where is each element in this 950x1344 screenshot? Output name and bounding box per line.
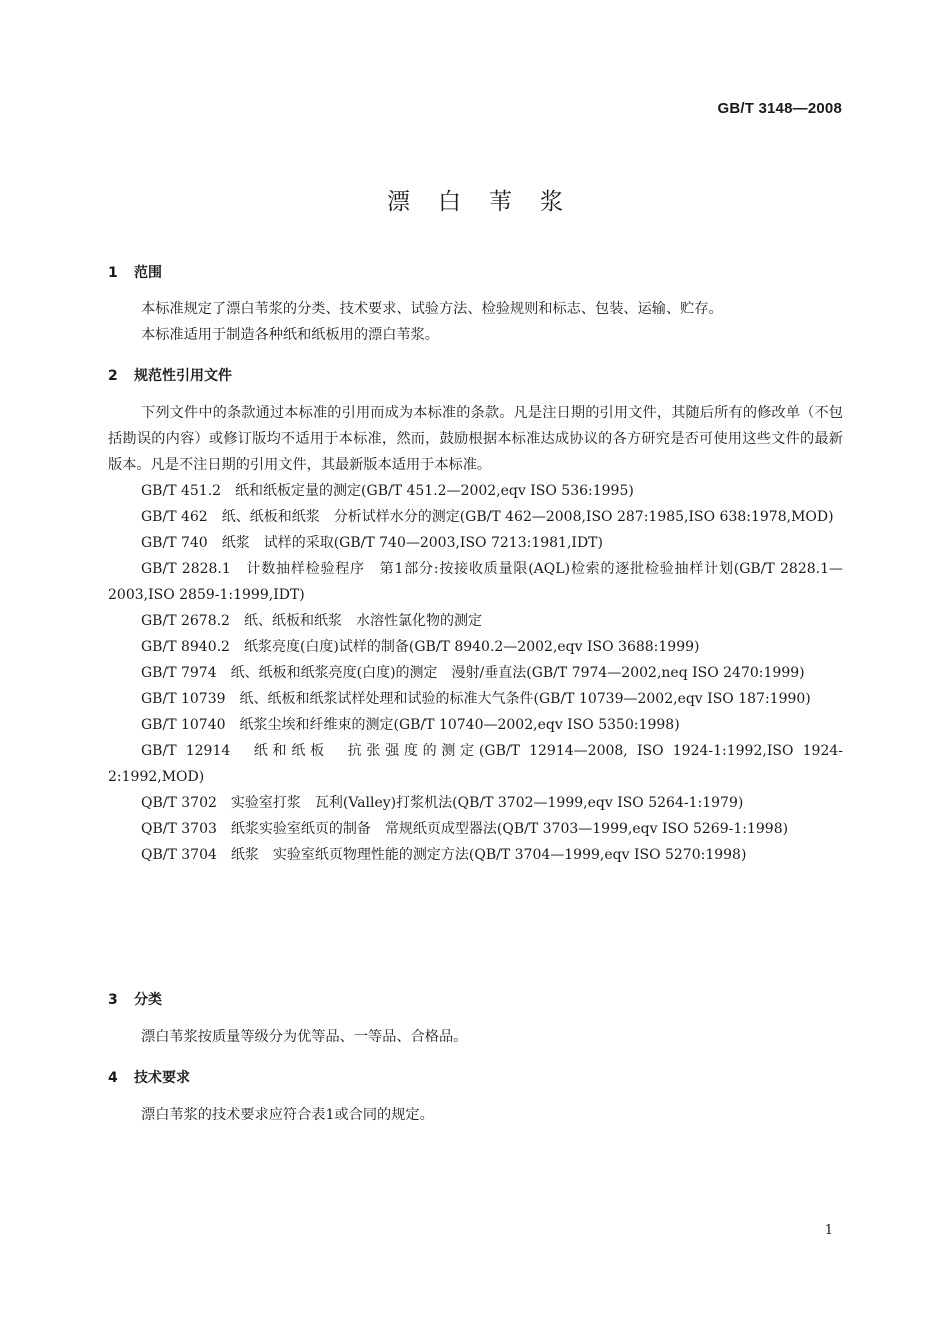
section-3-heading — [108, 989, 162, 1009]
section-2-intro: 下列文件中的条款通过本标准的引用而成为本标准的条款。凡是注日期的引用文件，其随后所有的修改单（不包括勘误的内容）或修订版均不适用于本标准，然而，鼓励根据本标准达成协议的各方研究是否可使用这些文件的最新版本。凡是不注日期的引用文件，其最新版本适用于本标准。 — [108, 405, 843, 473]
section-3-paragraph: 漂白苇浆按质量等级分为优等品、一等品、合格品。 — [141, 1029, 468, 1045]
section-number: 1 — [108, 265, 118, 281]
section-title: 分类 — [134, 992, 162, 1008]
section-title: 范围 — [134, 265, 162, 281]
reference-item: GB/T 8940.2 纸浆亮度(白度)试样的制备(GB/T 8940.2—2002,eqv ISO 3688:1999) — [141, 639, 700, 655]
reference-item: QB/T 3704 纸浆 实验室纸页物理性能的测定方法(QB/T 3704—1999,eqv ISO 5270:1998) — [141, 847, 747, 863]
reference-item: QB/T 3703 纸浆实验室纸页的制备 常规纸页成型器法(QB/T 3703—1999,eqv ISO 5269-1:1998) — [141, 821, 789, 837]
document-code: GB/T 3148—2008 — [717, 100, 842, 117]
section-number: 3 — [108, 992, 118, 1008]
reference-item: GB/T 12914 纸和纸板 抗张强度的测定(GB/T 12914—2008, ISO 1924-1:1992,ISO 1924-2:1992,MOD) — [108, 743, 843, 785]
section-2-heading — [108, 365, 232, 385]
section-title: 规范性引用文件 — [134, 368, 232, 384]
section-number: 2 — [108, 368, 118, 384]
reference-item: GB/T 462 纸、纸板和纸浆 分析试样水分的测定(GB/T 462—2008,ISO 287:1985,ISO 638:1978,MOD) — [141, 509, 834, 525]
reference-item: GB/T 10740 纸浆尘埃和纤维束的测定(GB/T 10740—2002,eqv ISO 5350:1998) — [141, 717, 680, 733]
section-1-paragraph-2: 本标准适用于制造各种纸和纸板用的漂白苇浆。 — [141, 327, 439, 343]
document-title: 漂白苇浆 — [387, 189, 591, 215]
reference-item: GB/T 2678.2 纸、纸板和纸浆 水溶性氯化物的测定 — [141, 613, 482, 629]
reference-item: GB/T 451.2 纸和纸板定量的测定(GB/T 451.2—2002,eqv ISO 536:1995) — [141, 483, 634, 499]
section-number: 4 — [108, 1070, 118, 1086]
reference-item: GB/T 10739 纸、纸板和纸浆试样处理和试验的标准大气条件(GB/T 10739—2002,eqv ISO 187:1990) — [141, 691, 811, 707]
reference-item: QB/T 3702 实验室打浆 瓦利(Valley)打浆机法(QB/T 3702—1999,eqv ISO 5264-1:1979) — [141, 795, 744, 811]
section-1-heading — [108, 262, 162, 282]
reference-item: GB/T 7974 纸、纸板和纸浆亮度(白度)的测定 漫射/垂直法(GB/T 7974—2002,neq ISO 2470:1999) — [141, 665, 805, 681]
page-number: 1 — [824, 1223, 833, 1238]
section-4-paragraph: 漂白苇浆的技术要求应符合表1或合同的规定。 — [141, 1107, 434, 1123]
section-title: 技术要求 — [134, 1070, 190, 1086]
section-1-paragraph-1: 本标准规定了漂白苇浆的分类、技术要求、试验方法、检验规则和标志、包装、运输、贮存。 — [141, 301, 723, 317]
reference-list — [108, 478, 843, 868]
reference-item: GB/T 740 纸浆 试样的采取(GB/T 740—2003,ISO 7213:1981,IDT) — [141, 535, 603, 551]
section-4-heading — [108, 1067, 190, 1087]
reference-item: GB/T 2828.1 计数抽样检验程序 第1部分:按接收质量限(AQL)检索的逐批检验抽样计划(GB/T 2828.1—2003,ISO 2859-1:1999,IDT) — [108, 561, 843, 603]
